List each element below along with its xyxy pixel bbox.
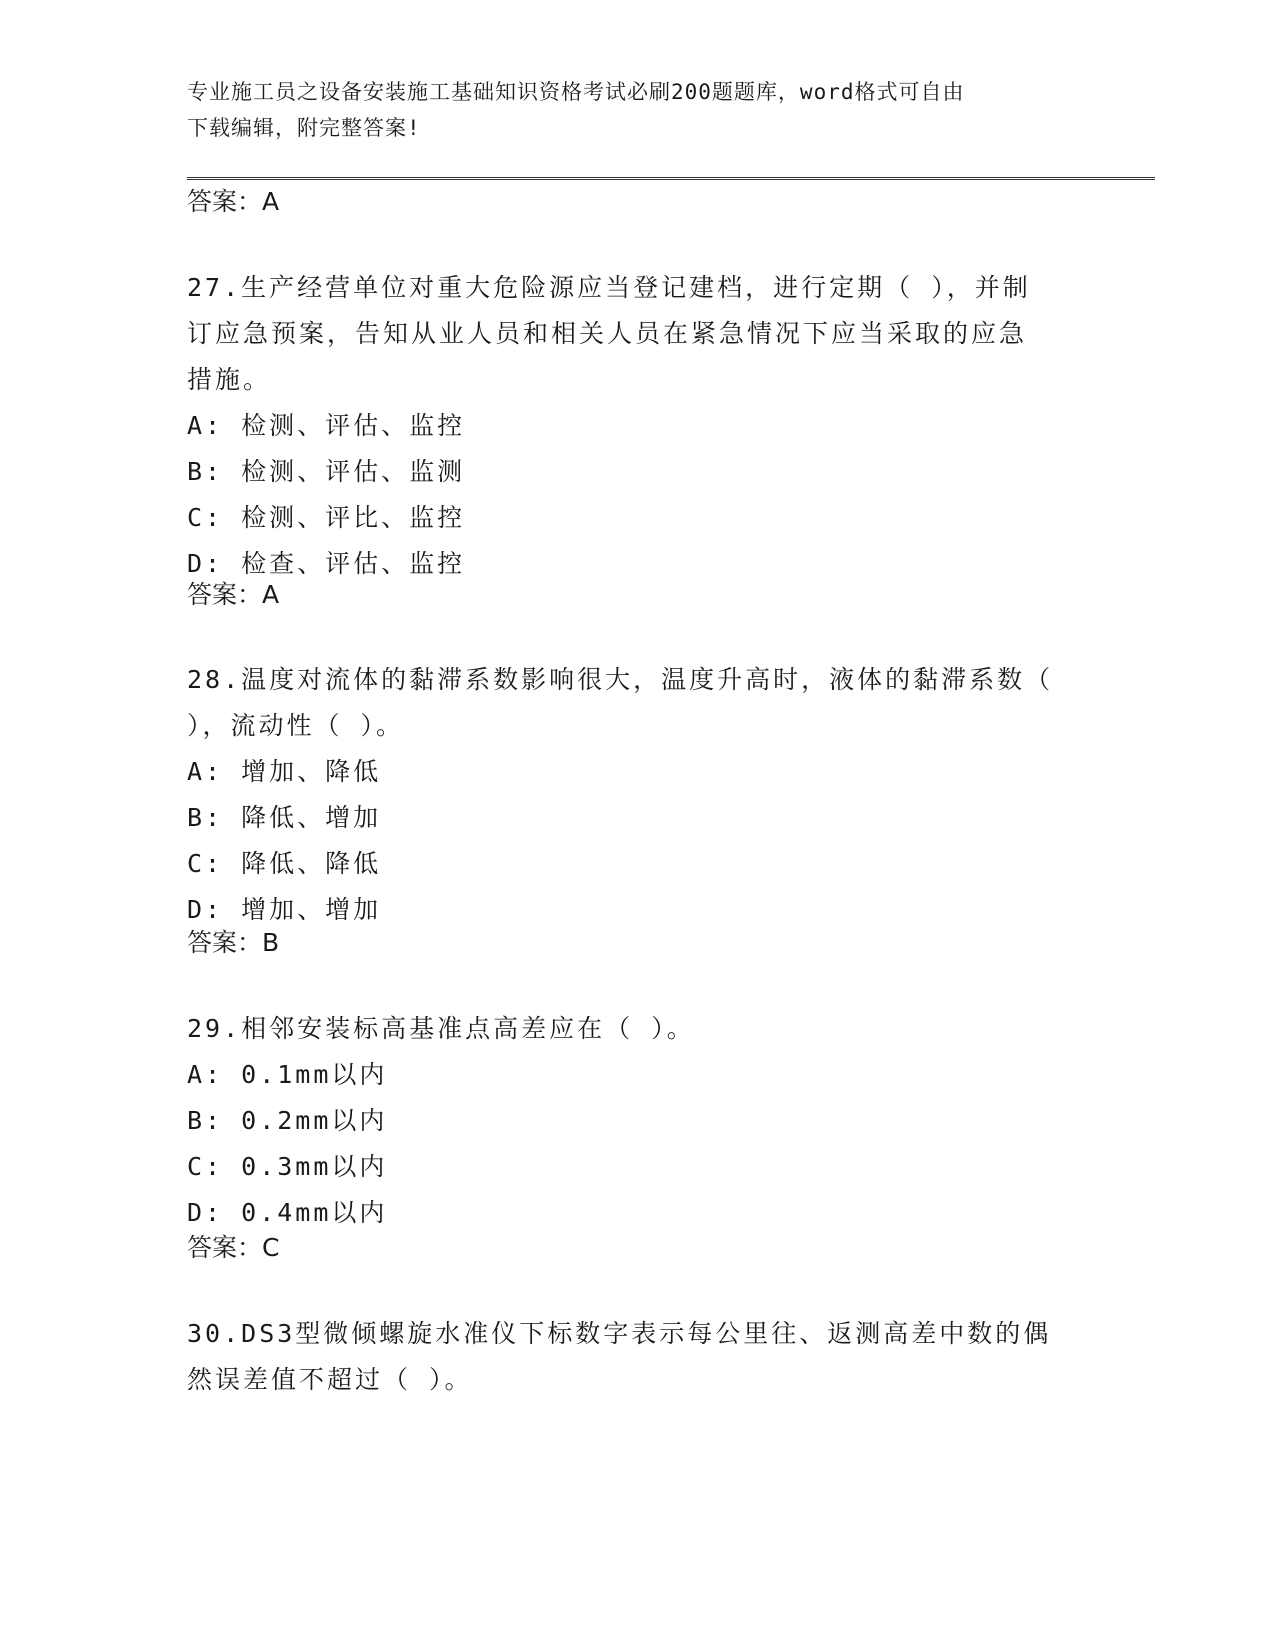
header-line-1: 专业施工员之设备安装施工基础知识资格考试必刷200题题库，word格式可自由 <box>187 80 965 104</box>
answer-29: 答案：C <box>187 1233 280 1262</box>
question-27-stem-1: 27.生产经营单位对重大危险源应当登记建档，进行定期（ ），并制 <box>187 273 1031 302</box>
document-header <box>187 74 1087 146</box>
question-30-stem-2: 然误差值不超过（ ）。 <box>187 1365 473 1394</box>
question-30-stem-1: 30.DS3型微倾螺旋水准仪下标数字表示每公里往、返测高差中数的偶 <box>187 1319 1052 1348</box>
question-27-option-d: D: 检查、评估、监控 <box>187 549 466 578</box>
answer-26: 答案：A <box>187 187 280 216</box>
header-divider <box>187 177 1155 180</box>
question-29-stem-1: 29.相邻安装标高基准点高差应在（ ）。 <box>187 1014 695 1043</box>
question-28-option-b: B: 降低、增加 <box>187 803 382 832</box>
question-27-option-a: A: 检测、评估、监控 <box>187 411 466 440</box>
question-28-stem-2: ），流动性（ ）。 <box>187 711 405 740</box>
question-27 <box>187 265 1067 587</box>
question-29 <box>187 1006 1067 1236</box>
question-28-stem-1: 28.温度对流体的黏滞系数影响很大，温度升高时，液体的黏滞系数（ <box>187 665 1054 694</box>
question-29-option-a: A: 0.1mm以内 <box>187 1060 388 1089</box>
question-28-option-c: C: 降低、降低 <box>187 849 382 878</box>
question-28-option-a: A: 增加、降低 <box>187 757 382 786</box>
question-28 <box>187 657 1067 933</box>
header-line-2: 下载编辑，附完整答案! <box>187 116 421 140</box>
question-27-stem-2: 订应急预案，告知从业人员和相关人员在紧急情况下应当采取的应急 <box>187 319 1028 348</box>
question-28-option-d: D: 增加、增加 <box>187 895 382 924</box>
answer-28: 答案：B <box>187 928 280 957</box>
question-29-option-c: C: 0.3mm以内 <box>187 1152 388 1181</box>
answer-27: 答案：A <box>187 580 280 609</box>
question-27-stem-3: 措施。 <box>187 365 272 394</box>
question-29-option-b: B: 0.2mm以内 <box>187 1106 388 1135</box>
question-30 <box>187 1311 1067 1403</box>
question-29-option-d: D: 0.4mm以内 <box>187 1198 388 1227</box>
question-27-option-c: C: 检测、评比、监控 <box>187 503 466 532</box>
question-27-option-b: B: 检测、评估、监测 <box>187 457 466 486</box>
